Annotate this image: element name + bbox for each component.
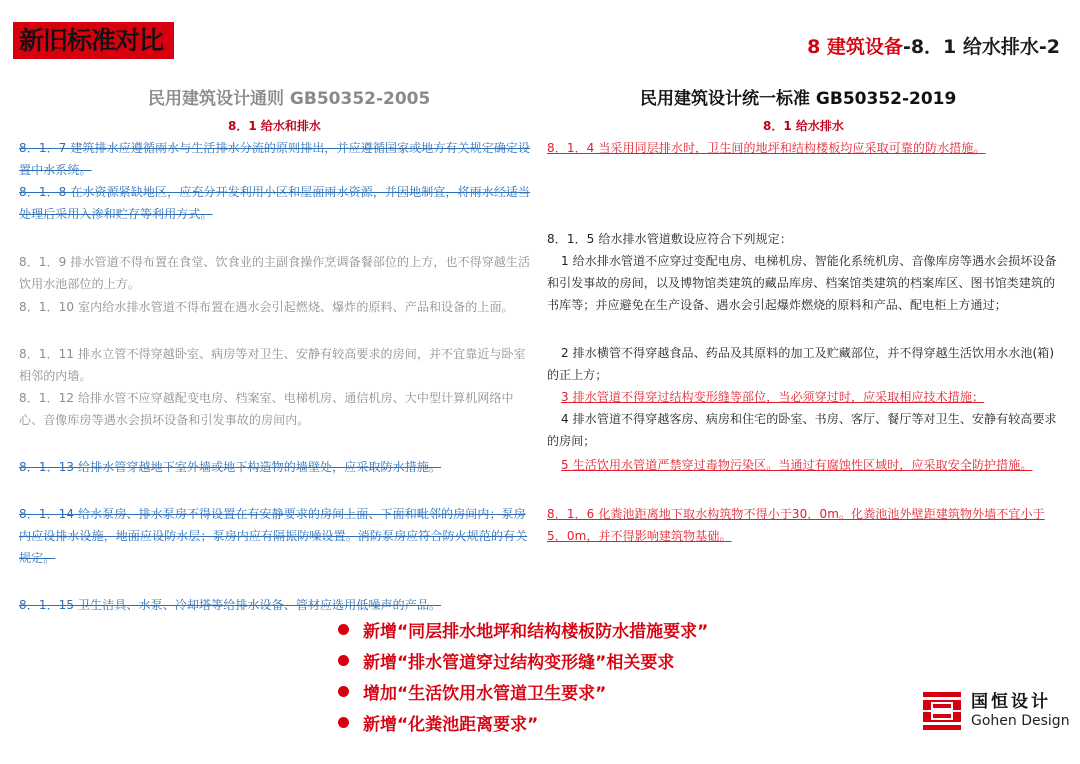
new-clause-8-1-5-item-5 <box>547 454 1061 476</box>
new-clause-8-1-5-item-3-text: 3 排水管道不得穿过结构变形缝等部位，当必须穿过时，应采取相应技术措施； <box>561 390 985 404</box>
page-title-badge: 新旧标准对比 <box>13 22 174 59</box>
old-clause-8-1-9: 8．1．9 排水管道不得布置在食堂、饮食业的主副食操作烹调备餐部位的上方，也不得穿越生活饮用水池部位的上方。 <box>19 255 531 291</box>
section-title <box>807 32 1060 59</box>
summary-item-text: 新增“化粪池距离要求” <box>363 715 539 735</box>
old-clause-8-1-15: 8．1．15 卫生洁具、水泵、冷却塔等给排水设备、管材应选用低噪声的产品。 <box>19 598 442 612</box>
new-clause-8-1-5-item-2: 2 排水横管不得穿越食品、药品及其原料的加工及贮藏部位，并不得穿越生活饮用水水池(箱)的正上方； <box>547 346 1055 382</box>
old-clause-8-1-7: 8．1．7 建筑排水应遵循雨水与生活排水分流的原则排出，并应遵循国家或地方有关规定确定设置中水系统。 <box>19 141 531 177</box>
new-standard-title: 民用建筑设计统一标准 GB50352-2019 <box>640 89 957 109</box>
old-clause-8-1-13: 8．1．13 给排水管穿越地下室外墙或地下构造物的墙壁处，应采取防水措施。 <box>19 460 442 474</box>
new-clause-8-1-4: 8．1．4 当采用同层排水时，卫生间的地坪和结构楼板均应采取可靠的防水措施。 <box>547 141 986 155</box>
company-logo <box>923 692 1070 730</box>
gohen-logo-icon <box>923 692 961 730</box>
section-title-chapter: 8 建筑设备 <box>807 36 903 58</box>
old-clause-8-1-12: 8．1．12 给排水管不应穿越配变电房、档案室、电梯机房、通信机房、大中型计算机网络中心、音像库房等遇水会损坏设备和引发事故的房间内。 <box>19 391 514 427</box>
new-clause-8-1-6: 8．1．6 化粪池距离地下取水构筑物不得小于30．0m。化粪池池外壁距建筑物外墙不宜小于5．0m，并不得影响建筑物基础。 <box>547 507 1045 543</box>
logo-name-cn: 国恒设计 <box>971 692 1051 712</box>
summary-item-text: 新增“同层排水地坪和结构楼板防水措施要求” <box>363 622 709 642</box>
bullet-dot-icon <box>338 717 349 728</box>
summary-list <box>338 614 708 738</box>
summary-item <box>338 614 708 645</box>
new-clause-8-1-5-item-1: 1 给水排水管道不应穿过变配电房、电梯机房、智能化系统机房、音像库房等遇水会损坏设备和引发事故的房间，以及博物馆类建筑的藏品库房、档案馆类建筑的档案库区、图书馆类建筑的书库等；并应避免在生产设备、遇水会引起爆炸燃烧的原料和产品、配电柜上方通过； <box>547 254 1057 312</box>
new-standard-subtitle: 8．1 给水排水 <box>763 119 844 133</box>
old-clause-8-1-11: 8．1．11 排水立管不得穿越卧室、病房等对卫生、安静有较高要求的房间，并不宜靠近与卧室相邻的内墙。 <box>19 347 526 383</box>
summary-item-text: 新增“排水管道穿过结构变形缝”相关要求 <box>363 653 675 673</box>
logo-name-en: Gohen Design <box>971 713 1070 729</box>
logo-text <box>971 692 1070 730</box>
bullet-dot-icon <box>338 624 349 635</box>
old-clause-8-1-10: 8．1．10 室内给水排水管道不得布置在遇水会引起燃烧、爆炸的原料、产品和设备的上面。 <box>19 300 514 314</box>
summary-item-text: 增加“生活饮用水管道卫生要求” <box>363 684 607 704</box>
old-standard-subtitle: 8．1 给水和排水 <box>228 119 321 133</box>
old-clause-8-1-14: 8．1．14 给水泵房、排水泵房不得设置在有安静要求的房间上面、下面和毗邻的房间内；泵房内应设排水设施，地面应设防水层；泵房内应有隔振防噪设置。消防泵房应符合防火规范的有关规定。 <box>19 507 528 565</box>
new-clause-8-1-5-item-4: 4 排水管道不得穿越客房、病房和住宅的卧室、书房、客厅、餐厅等对卫生、安静有较高要求的房间； <box>547 412 1057 448</box>
old-clause-8-1-8: 8．1．8 在水资源紧缺地区，应充分开发利用小区和屋面雨水资源，并因地制宜，将雨水经适当处理后采用入渗和贮存等利用方式。 <box>19 185 531 221</box>
bullet-dot-icon <box>338 655 349 666</box>
summary-item <box>338 645 708 676</box>
old-standard-title: 民用建筑设计通则 GB50352-2005 <box>148 89 431 109</box>
summary-item <box>338 707 708 738</box>
new-clause-8-1-5-item-3 <box>547 386 1061 408</box>
new-clause-8-1-5-item-5-text: 5 生活饮用水管道严禁穿过毒物污染区。当通过有腐蚀性区域时，应采取安全防护措施。 <box>561 458 1033 472</box>
bullet-dot-icon <box>338 686 349 697</box>
new-clause-8-1-5: 8．1．5 给水排水管道敷设应符合下列规定： <box>547 232 792 246</box>
summary-item <box>338 676 708 707</box>
section-title-sub: -8．1 给水排水-2 <box>902 36 1060 58</box>
